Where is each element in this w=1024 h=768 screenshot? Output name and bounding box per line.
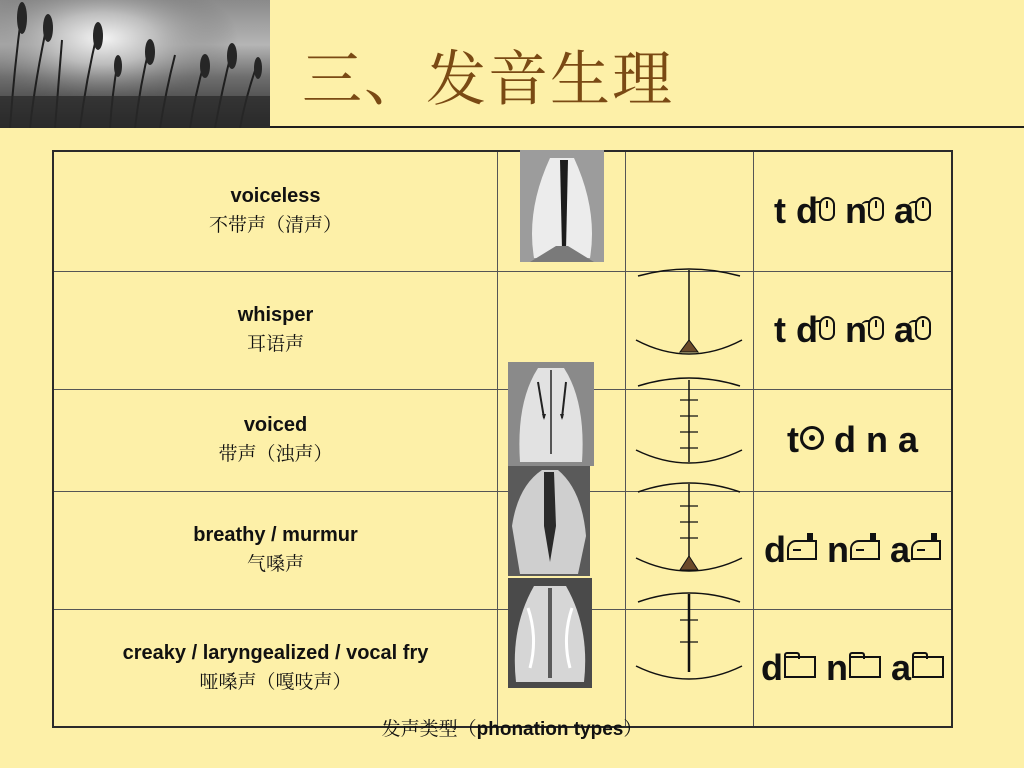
table-row xyxy=(53,491,952,609)
label-cell xyxy=(53,389,498,491)
mouse-icon xyxy=(868,197,884,221)
caption-zh-open: 发声类型（ xyxy=(381,718,477,740)
schematic-voiced xyxy=(634,376,744,468)
folder-icon xyxy=(849,656,881,678)
table-row xyxy=(53,609,952,727)
mouse-icon xyxy=(915,197,931,221)
row-label-en: breathy / murmur xyxy=(193,524,358,546)
slide-caption xyxy=(0,714,1024,741)
table-row xyxy=(53,151,952,271)
table-row xyxy=(53,271,952,389)
glottis-photo-voiced xyxy=(508,362,594,466)
example-text: t d n a xyxy=(774,187,931,235)
row-label-zh: 哑嗓声（嘎吱声） xyxy=(199,670,352,693)
mailbox-icon xyxy=(787,540,817,560)
mouse-icon xyxy=(868,316,884,340)
example-text: d n a xyxy=(764,526,941,574)
glottis-photo-breathy xyxy=(508,466,590,576)
diagram-cell xyxy=(626,151,754,271)
mouse-icon xyxy=(819,316,835,340)
example-cell xyxy=(754,271,953,389)
row-label-zh: 气嗓声 xyxy=(246,553,304,575)
phonation-table xyxy=(52,150,953,728)
example-text: d n a xyxy=(761,644,944,692)
caption-zh-close: ） xyxy=(623,718,643,740)
glottis-voiced-graphic xyxy=(508,362,594,466)
folder-icon xyxy=(912,656,944,678)
glottis-voiceless-graphic xyxy=(520,150,604,262)
mouse-icon xyxy=(819,197,835,221)
target-icon xyxy=(800,426,824,450)
label-cell xyxy=(53,271,498,389)
mailbox-icon xyxy=(911,540,941,560)
slide-header xyxy=(0,0,1024,128)
example-cell xyxy=(754,151,953,271)
caption-en: phonation types xyxy=(476,719,624,740)
example-cell xyxy=(754,389,953,491)
page-title: 三、发音生理 xyxy=(302,45,674,115)
row-label-zh: 不带声（清声） xyxy=(208,214,342,237)
row-label-en: creaky / laryngealized / vocal fry xyxy=(122,641,429,664)
glottis-breathy-graphic xyxy=(508,466,590,576)
mouse-icon xyxy=(915,316,931,340)
header-divider xyxy=(270,126,1024,128)
row-label-zh: 带声（浊声） xyxy=(218,443,333,465)
example-cell xyxy=(754,609,953,727)
glottis-photo-creaky xyxy=(508,578,592,688)
label-cell xyxy=(53,151,498,271)
wheat-photo-graphic xyxy=(0,0,270,128)
wheat-field-photo xyxy=(0,0,270,128)
row-label-en: voiced xyxy=(243,414,308,436)
row-label-zh: 耳语声 xyxy=(246,333,304,355)
mailbox-icon xyxy=(850,540,880,560)
glottis-photo-voiceless xyxy=(520,150,604,262)
row-label-en: whisper xyxy=(237,304,314,326)
table-row xyxy=(53,389,952,491)
glottis-creaky-graphic xyxy=(508,578,592,688)
example-cell xyxy=(754,491,953,609)
row-label-en: voiceless xyxy=(230,185,321,208)
schematic-creaky xyxy=(634,590,744,686)
label-cell xyxy=(53,491,498,609)
example-text: t d n a xyxy=(786,419,918,460)
example-text: t d n a xyxy=(774,306,931,354)
schematic-breathy xyxy=(634,480,744,574)
folder-icon xyxy=(784,656,816,678)
label-cell xyxy=(53,609,498,727)
schematic-whisper xyxy=(634,268,744,364)
